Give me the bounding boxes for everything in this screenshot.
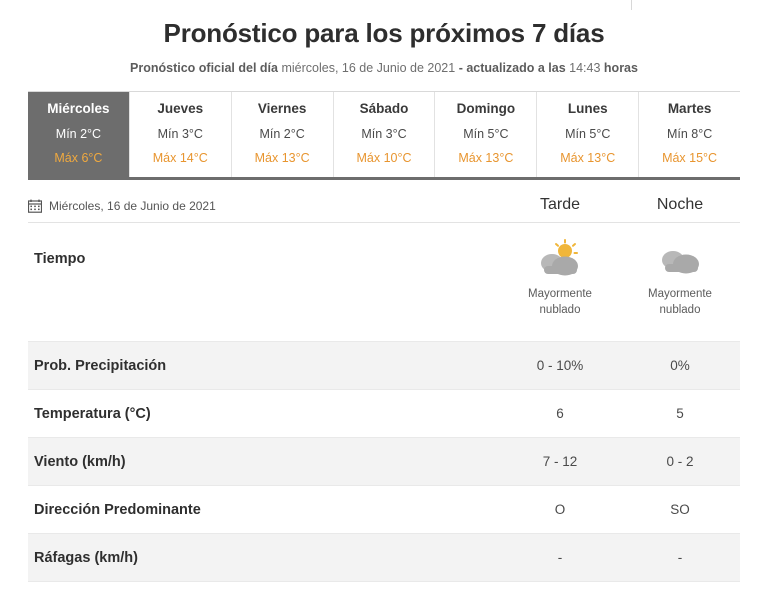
day-max-temp: Máx 13°C	[458, 151, 514, 165]
column-header-tarde: Tarde	[539, 196, 581, 213]
forecast-subtitle	[0, 61, 768, 75]
day-name: Miércoles	[47, 101, 110, 116]
day-name: Sábado	[359, 101, 409, 116]
weather-cell-noche	[620, 223, 740, 318]
table-row	[28, 438, 740, 486]
day-max-temp: Máx 15°C	[662, 151, 718, 165]
day-tab-miercoles[interactable]	[28, 92, 130, 177]
row-value-noche: 0%	[670, 358, 690, 373]
day-max-temp: Máx 10°C	[356, 151, 412, 165]
table-row	[28, 342, 740, 390]
day-max-temp: Máx 14°C	[152, 151, 208, 165]
row-label: Tiempo	[34, 251, 86, 267]
day-min-temp: Mín 3°C	[361, 127, 407, 141]
day-max-temp: Máx 13°C	[560, 151, 616, 165]
row-value-noche: 0 - 2	[666, 454, 694, 469]
calendar-icon	[28, 199, 42, 213]
day-tab-viernes[interactable]	[232, 92, 334, 177]
subtitle-date: miércoles, 16 de Junio de 2021	[281, 61, 456, 75]
subtitle-prefix: Pronóstico oficial del día	[130, 61, 278, 75]
table-row-weather	[28, 223, 740, 342]
row-label: Ráfagas (km/h)	[34, 549, 138, 566]
row-label: Viento (km/h)	[34, 453, 126, 470]
day-name: Viernes	[257, 101, 307, 116]
row-label: Dirección Predominante	[34, 501, 201, 518]
condition-text-tarde	[500, 287, 620, 318]
row-value-noche: 5	[676, 406, 684, 421]
day-min-temp: Mín 2°C	[259, 127, 305, 141]
condition-line2: nublado	[539, 303, 581, 316]
subtitle-suffix: horas	[603, 61, 638, 75]
condition-line1: Mayormente	[528, 288, 592, 300]
row-value-noche: SO	[670, 502, 690, 517]
subtitle-time: 14:43	[569, 61, 601, 75]
day-tab-sabado[interactable]	[334, 92, 436, 177]
day-min-temp: Mín 8°C	[666, 127, 713, 141]
condition-line2: nublado	[659, 303, 701, 316]
table-row	[28, 390, 740, 438]
day-tab-jueves[interactable]	[130, 92, 232, 177]
condition-line1: Mayormente	[648, 288, 712, 300]
cloud-icon	[620, 237, 740, 281]
selected-date-label: Miércoles, 16 de Junio de 2021	[49, 199, 216, 213]
row-value-tarde: 0 - 10%	[536, 358, 584, 373]
day-name: Lunes	[567, 101, 608, 116]
row-label: Temperatura (°C)	[34, 405, 151, 422]
row-value-tarde: 7 - 12	[542, 454, 578, 469]
day-max-temp: Máx 6°C	[54, 151, 103, 165]
day-name: Jueves	[157, 101, 204, 116]
table-row	[28, 534, 740, 582]
day-tab-martes[interactable]	[639, 92, 740, 177]
sun-behind-cloud-icon	[500, 237, 620, 281]
day-tab-lunes[interactable]	[537, 92, 639, 177]
page-title: Pronóstico para los próximos 7 días	[163, 18, 605, 48]
forecast-detail-table	[28, 223, 740, 582]
day-tab-domingo[interactable]	[435, 92, 537, 177]
column-header-noche: Noche	[656, 196, 704, 213]
top-divider	[631, 0, 632, 10]
row-label: Prob. Precipitación	[34, 357, 167, 374]
row-value-tarde: O	[554, 502, 566, 517]
day-min-temp: Mín 3°C	[157, 127, 203, 141]
detail-header	[28, 180, 740, 223]
condition-text-noche	[620, 287, 740, 318]
day-min-temp: Mín 5°C	[565, 127, 611, 141]
row-value-tarde: 6	[556, 406, 564, 421]
row-value-tarde: -	[557, 550, 563, 565]
day-min-temp: Mín 2°C	[55, 127, 102, 141]
day-min-temp: Mín 5°C	[463, 127, 509, 141]
weather-cell-tarde	[500, 223, 620, 318]
day-name: Domingo	[456, 101, 516, 116]
subtitle-middle: - actualizado a las	[458, 61, 566, 75]
table-row	[28, 486, 740, 534]
day-max-temp: Máx 13°C	[254, 151, 310, 165]
day-name: Martes	[667, 101, 712, 116]
selected-date	[28, 199, 500, 222]
row-value-noche: -	[677, 550, 683, 565]
day-selector[interactable]	[28, 91, 740, 180]
